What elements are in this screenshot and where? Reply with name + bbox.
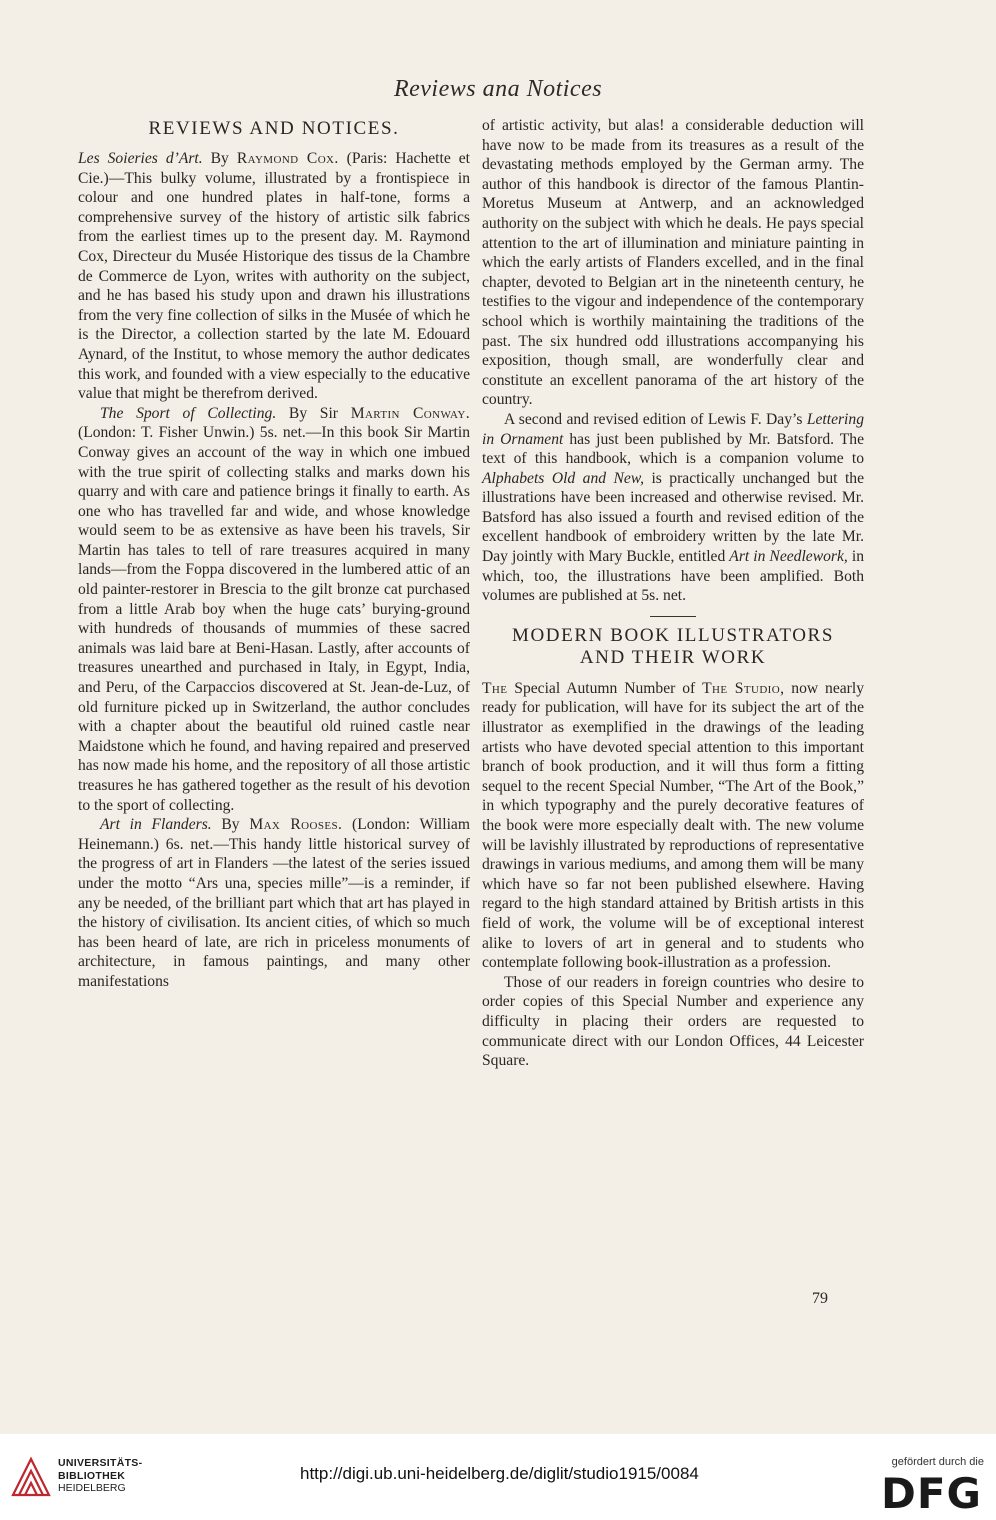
book-title: Lettering in Ornament bbox=[482, 410, 864, 448]
right-column bbox=[482, 116, 864, 1071]
running-head: Reviews ana Notices bbox=[393, 76, 603, 102]
notice-special-autumn-number: The Special Autumn Number of The Studio, now nearly ready for publication, will have for its subject the art of the illustrator as exemplified in the drawings of the leading artists who have devoted special attention to this important branch of book production, and it will thus form a fitting sequel to the recent Special Number, “The Art of the Book,” in which typography and the purely decorative features of the book were more especially dealt with. The new volume will be lavishly illustrated by reproductions of representative drawings in various mediums, and among them will be many which have so far not been published elsewhere. Having regard to the high standard attained by British artists in this field of work, the volume will be of exceptional interest alike to lovers of art in general and to students who contemplate following book-illustration as a profession. bbox=[482, 679, 864, 972]
review-soieries: Les Soieries d’Art. By Raymond Cox. (Paris: Hachette et Cie.)—This bulky volume, illustrated by a frontispiece in colour and one hundred plates in half-tone, forms a comprehensive survey of the history of artistic silk fabrics from the earliest times up to the present day. M. Raymond Cox, Directeur du Musée Historique des tissus de la Chambre de Commerce de Lyon, writes with authority on the subject, and he has based his study upon and drawn his illustrations from the very fine collection of silks in the Musée of which he is the Director, a collection started by the late M. Edouard Aynard, of the Institut, to whose memory the author dedicates this work, and founded with a view especially to the educative value that might be therefrom derived. bbox=[78, 150, 470, 403]
page-number: 79 bbox=[812, 1290, 828, 1307]
review-art-in-flanders: Art in Flanders. By Max Rooses. (London: William Heinemann.) 6s. net.—This handy little historical survey of the progress of art in Flanders —the latest of the series issued under the motto “Ars una, species mille”—is a reminder, if any be needed, of the brilliant part which that art has played in the history of civilisation. Its ancient cities, of which so much has been heard of late, are rich in priceless monuments of architecture, in famous paintings, and many other manifestations bbox=[78, 816, 470, 990]
funded-by-note: gefördert durch die bbox=[891, 1456, 984, 1468]
review-author: Max Rooses. bbox=[249, 816, 343, 834]
dfg-logo: DFG bbox=[880, 1469, 982, 1518]
review-text: (London: William Heinemann.) 6s. net.—This handy little historical survey of the progress of art in Flanders —the latest of the series issued under the motto “Ars una, species mille”—is a reminder, if any be needed, of the brilliant part which that art has played in the history of civilisation. Its ancient cities, of which so much has been heard of late, are rich in priceless monuments of architecture, in famous paintings, and many other manifestations bbox=[78, 816, 470, 990]
notice-day-lettering: A second and revised edition of Lewis F. Day’s Lettering in Ornament has just been published by Mr. Batsford. The text of this handbook, which is a companion volume to Alphabets Old and New, is practically unchanged but the illustrations have been increased and otherwise revised. Mr. Batsford has also issued a fourth and revised edition of the excellent handbook of embroidery written by the late Mr. Day jointly with Mary Buckle, entitled Art in Needlework, in which, too, the illustrations have been amplified. Both volumes are published at 5s. net. bbox=[482, 410, 865, 605]
review-author: Martin Conway. bbox=[350, 404, 471, 422]
section-title-illustrators: MODERN BOOK ILLUSTRATORS AND THEIR WORK bbox=[511, 624, 835, 668]
review-text: (Paris: Hachette et Cie.)—This bulky volume, illustrated by a frontispiece in colour and one hundred plates in half-tone, forms a comprehensive survey of the history of artistic silk fabrics from the earliest times up to the present day. M. Raymond Cox, Directeur du Musée Historique des tissus de la Chambre de Commerce de Lyon, writes with authority on the subject, and he has based his study upon and drawn his illustrations from the very fine collection of silks in the Musée of which he is the Director, a collection started by the late M. Edouard Aynard, of the Institut, to whose memory the author dedicates this work, and founded with a view especially to the educative value that might be therefrom derived. bbox=[78, 150, 470, 403]
section-divider bbox=[650, 616, 696, 617]
permalink-url[interactable]: http://digi.ub.uni-heidelberg.de/diglit/studio1915/0084 bbox=[300, 1464, 699, 1483]
review-title: Art in Flanders. bbox=[100, 816, 212, 834]
review-author: Raymond Cox. bbox=[236, 150, 339, 167]
review-title: The Sport of Collecting. bbox=[100, 404, 277, 422]
review-continuation: of artistic activity, but alas! a considerable deduction will have now to be made from its treasures as a result of the devastating methods employed by the German army. The author of this handbook is director of the famous Plantin-Moretus Museum at Antwerp, and an acknowledged authority on the subject with which he deals. He pays special attention to the art of illumination and miniature painting in which the early artists of Flanders excelled, and in the final chapter, devoted to Belgian art in the nineteenth century, he testifies to the vigour and independence of the contemporary school which is worthily maintaining the traditions of the past. The six hundred odd illustrations accompanying his exposition, though small, are wonderfully clear and constitute an excellent panorama of the art history of the country. bbox=[482, 117, 864, 409]
library-name: UNIVERSITÄTS- BIBLIOTHEK HEIDELBERG bbox=[58, 1457, 143, 1494]
book-title: Alphabets Old and New, bbox=[482, 469, 644, 487]
digitization-footer bbox=[0, 1434, 996, 1520]
university-library-logo-icon bbox=[10, 1456, 52, 1498]
left-column bbox=[78, 116, 470, 992]
review-title: Les Soieries d’Art. bbox=[78, 150, 203, 167]
notice-foreign-readers: Those of our readers in foreign countries who desire to order copies of this Special Number and experience any difficulty in placing their orders are requested to communicate direct with our London Offices, 44 Leicester Square. bbox=[482, 973, 864, 1070]
review-sport-of-collecting: The Sport of Collecting. By Sir Martin Conway. (London: T. Fisher Unwin.) 5s. net.—In this book Sir Martin Conway gives an account of the way in which one imbued with the true spirit of collecting stalks and marks down his quarry and with care and patience brings it finally to earth. As one who has travelled far and wide, and whose knowledge would seem to be as extensive as have been his travels, Sir Martin has tales to tell of rare treasures acquired in many lands—from the Foppa discovered in the lumbered attic of an old painter-restorer in Brescia to the gilt bronze cat purchased from a little Arab boy when the huge cats’ burying-ground with hundreds of thousands of mummies of these sacred animals was laid bare at Beni-Hasan. Lastly, after accounts of treasures unearthed and purchased in Italy, in Egypt, India, and Peru, of the Carpaccios discovered at St. Jean-de-Luz, of old furniture picked up in Switzerland, the author concludes with a chapter about the beautiful old ruined castle near Maidstone which he found, and having repaired and preserved has now made his home, and the repository of all those artistic treasures he has gathered together as the result of his devotion to the sport of collecting. bbox=[78, 404, 471, 814]
book-title: Art in Needlework, bbox=[729, 548, 848, 566]
review-text: (London: T. Fisher Unwin.) 5s. net.—In this book Sir Martin Conway gives an account of the way in which one imbued with the true spirit of collecting stalks and marks down his quarry and with care and patience brings it finally to earth. As one who has travelled far and wide, and whose knowledge would seem to be as extensive as have been his travels, Sir Martin has tales to tell of rare treasures acquired in many lands—from the Foppa discovered in the lumbered attic of an old painter-restorer in Brescia to the gilt bronze cat purchased from a little Arab boy when the huge cats’ burying-ground with hundreds of thousands of mummies of these sacred animals was laid bare at Beni-Hasan. Lastly, after accounts of treasures unearthed and purchased in Italy, in Egypt, India, and Peru, of the Carpaccios discovered at St. Jean-de-Luz, of old furniture picked up in Switzerland, the author concludes with a chapter about the beautiful old ruined castle near Maidstone which he found, and having repaired and preserved has now made his home, and the repository of all those artistic treasures he has gathered together as the result of his devotion to the sport of collecting. bbox=[78, 424, 470, 814]
section-title-reviews: REVIEWS AND NOTICES. bbox=[148, 118, 400, 139]
